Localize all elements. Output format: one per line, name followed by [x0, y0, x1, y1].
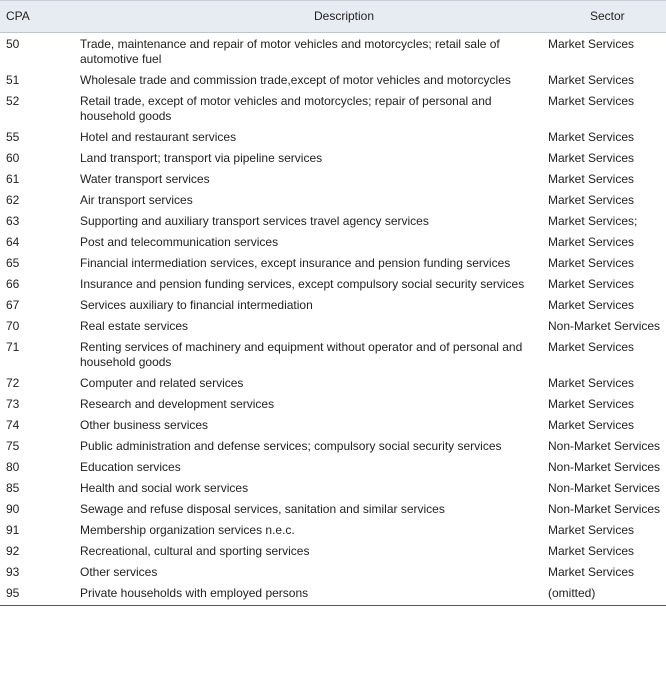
description-cell: Financial intermediation services, except insurance and pension funding services [80, 256, 511, 270]
sector-cell: Non-Market Services [548, 460, 661, 474]
cpa-cell: 61 [6, 172, 20, 186]
sector-cell: Non-Market Services [548, 319, 661, 333]
description-cell: Computer and related services [80, 376, 244, 390]
description-cell: Membership organization services n.e.c. [80, 523, 295, 537]
description-cell: Health and social work services [80, 481, 249, 495]
cpa-cell: 91 [6, 523, 20, 537]
cpa-cell: 64 [6, 235, 20, 249]
table-row [0, 252, 666, 273]
description-cell: Other business services [80, 418, 209, 432]
sector-cell: Market Services [548, 73, 635, 87]
sector-cell: Market Services [548, 298, 635, 312]
cpa-cell: 92 [6, 544, 20, 558]
cpa-cell: 51 [6, 73, 20, 87]
table-row [0, 519, 666, 540]
table-row [0, 294, 666, 315]
description-cell: Insurance and pension funding services, except compulsory social security services [80, 277, 525, 291]
sector-cell: Market Services [548, 193, 635, 207]
cpa-cell: 85 [6, 481, 20, 495]
sector-cell: Market Services [548, 397, 635, 411]
sector-cell: (omitted) [548, 582, 666, 606]
table-body [0, 33, 666, 606]
cpa-cell: 80 [6, 460, 20, 474]
table-row [0, 393, 666, 414]
sector-cell: Non-Market Services [548, 439, 661, 453]
cpa-cell: 73 [6, 397, 20, 411]
sector-cell: Market Services [548, 37, 635, 51]
sector-cell: Market Services [548, 94, 635, 108]
description-cell: Recreational, cultural and sporting services [80, 544, 310, 558]
sector-cell: Market Services [548, 418, 635, 432]
sector-cell: Market Services [548, 151, 635, 165]
table-row [0, 315, 666, 336]
description-cell: Retail trade, except of motor vehicles and motorcycles; repair of personal and household goods [80, 94, 492, 123]
description-cell: Research and development services [80, 397, 275, 411]
sector-cell: Market Services [548, 235, 635, 249]
description-cell: Supporting and auxiliary transport services travel agency services [80, 214, 429, 228]
header-row [0, 1, 666, 33]
cpa-cell: 67 [6, 298, 20, 312]
table-row [0, 147, 666, 168]
description-cell: Post and telecommunication services [80, 235, 279, 249]
table-row [0, 189, 666, 210]
cpa-cell: 52 [6, 94, 20, 108]
description-cell: Trade, maintenance and repair of motor vehicles and motorcycles; retail sale of automotive fuel [80, 37, 500, 66]
cpa-cell: 63 [6, 214, 20, 228]
table-row [0, 582, 666, 606]
table-row [0, 435, 666, 456]
description-cell: Private households with employed persons [80, 582, 548, 606]
cpa-cell: 74 [6, 418, 20, 432]
sector-cell: Market Services [548, 565, 635, 579]
sector-cell: Market Services; [548, 214, 638, 228]
description-cell: Air transport services [80, 193, 193, 207]
sector-cell: Market Services [548, 130, 635, 144]
description-cell: Public administration and defense services; compulsory social security services [80, 439, 502, 453]
cpa-cell: 71 [6, 340, 20, 354]
sector-cell: Market Services [548, 256, 635, 270]
table-row [0, 210, 666, 231]
cpa-cell: 55 [6, 130, 20, 144]
description-cell: Real estate services [80, 319, 189, 333]
sector-cell: Market Services [548, 172, 635, 186]
table-row [0, 540, 666, 561]
cpa-cell: 70 [6, 319, 20, 333]
table-row [0, 168, 666, 189]
table-row [0, 372, 666, 393]
header-description: Description [80, 1, 548, 33]
table-row [0, 33, 666, 70]
table-row [0, 498, 666, 519]
table-row [0, 273, 666, 294]
sector-cell: Market Services [548, 277, 635, 291]
table-row [0, 90, 666, 126]
cpa-cell: 72 [6, 376, 20, 390]
sector-cell: Market Services [548, 523, 635, 537]
cpa-cell: 65 [6, 256, 20, 270]
cpa-cell: 93 [6, 565, 20, 579]
table-row [0, 414, 666, 435]
table-row [0, 336, 666, 372]
description-cell: Sewage and refuse disposal services, sanitation and similar services [80, 502, 445, 516]
table-row [0, 126, 666, 147]
description-cell: Wholesale trade and commission trade,except of motor vehicles and motorcycles [80, 73, 511, 87]
table-row [0, 69, 666, 90]
cpa-cell: 95 [0, 582, 80, 606]
table-row [0, 231, 666, 252]
description-cell: Water transport services [80, 172, 210, 186]
description-cell: Services auxiliary to financial intermediation [80, 298, 313, 312]
cpa-cell: 50 [6, 37, 20, 51]
header-sector: Sector [548, 1, 666, 33]
sector-cell: Non-Market Services [548, 502, 661, 516]
cpa-cell: 90 [6, 502, 20, 516]
cpa-cell: 66 [6, 277, 20, 291]
table-row [0, 561, 666, 582]
sector-cell: Market Services [548, 340, 635, 354]
sector-cell: Market Services [548, 544, 635, 558]
description-cell: Renting services of machinery and equipment without operator and of personal and household goods [80, 340, 523, 369]
description-cell: Other services [80, 565, 158, 579]
sector-cell: Market Services [548, 376, 635, 390]
table-row [0, 477, 666, 498]
sector-cell: Non-Market Services [548, 481, 661, 495]
table-row [0, 456, 666, 477]
cpa-cell: 75 [6, 439, 20, 453]
description-cell: Land transport; transport via pipeline services [80, 151, 323, 165]
cpa-cell: 60 [6, 151, 20, 165]
description-cell: Hotel and restaurant services [80, 130, 237, 144]
table-header [0, 1, 666, 33]
cpa-cell: 62 [6, 193, 20, 207]
header-cpa: CPA [0, 1, 80, 33]
description-cell: Education services [80, 460, 181, 474]
